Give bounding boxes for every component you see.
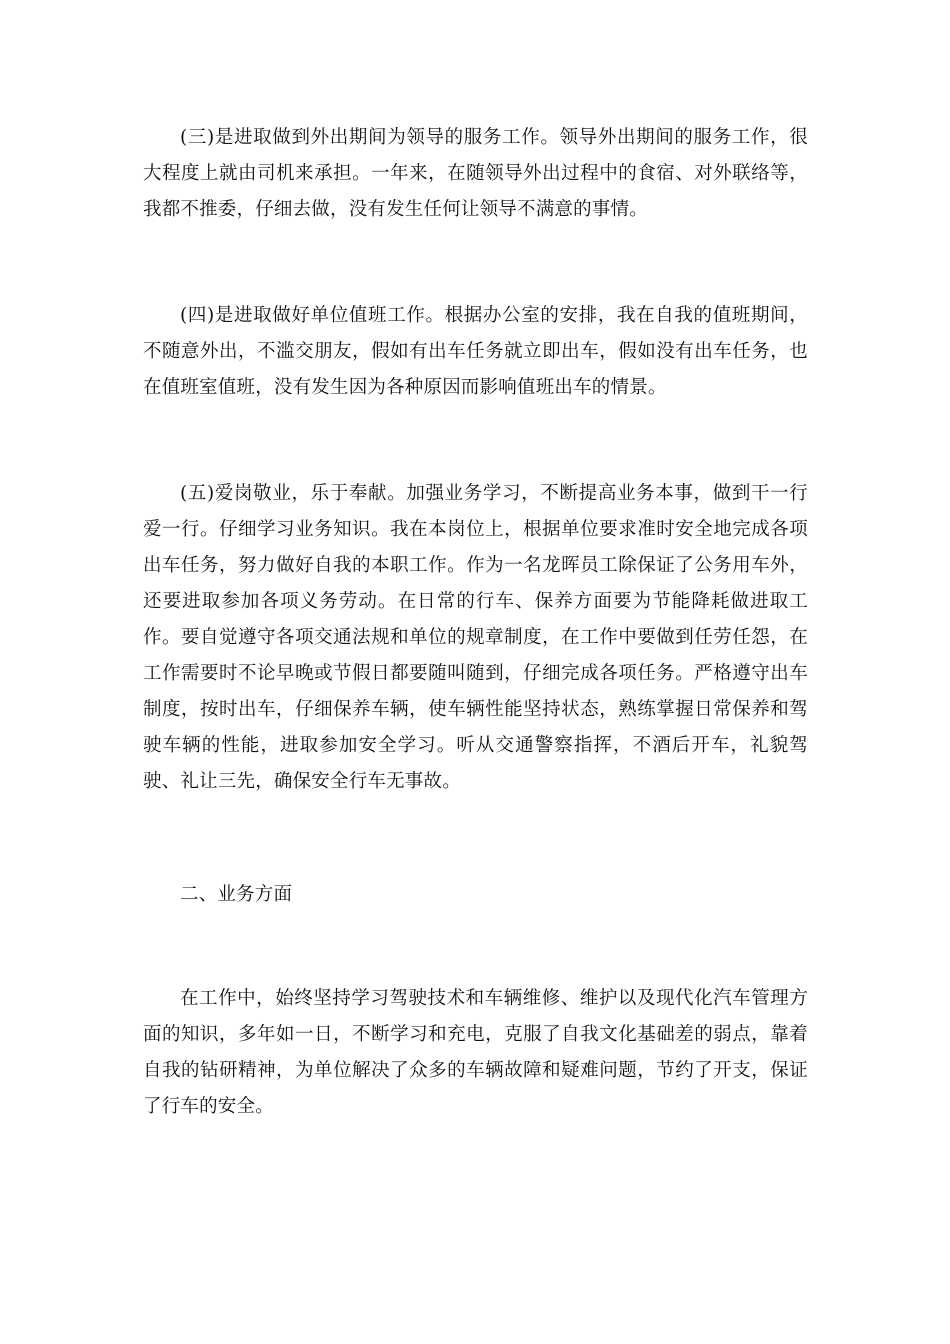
paragraph-dedication: (五)爱岗敬业，乐于奉献。加强业务学习，不断提高业务本事，做到干一行爱一行。仔细学习业务知识。我在本岗位上，根据单位要求准时安全地完成各项出车任务，努力做好自我的本职工作。作为一名龙晖员工除保证了公务用车外，还要进取参加各项义务劳动。在日常的行车、保养方面要为节能降耗做进取工作。要自觉遵守各项交通法规和单位的规章制度，在工作中要做到任劳任怨，在工作需要时不论早晚或节假日都要随叫随到，仔细完成各项任务。严格遵守出车制度，按时出车，仔细保养车辆，使车辆性能坚持状态，熟练掌握日常保养和驾驶车辆的性能，进取参加安全学习。听从交通警察指挥，不酒后开车，礼貌驾驶、礼让三先，确保安全行车无事故。 xyxy=(143,483,808,792)
paragraph-duty-shift: (四)是进取做好单位值班工作。根据办公室的安排，我在自我的值班期间，不随意外出，不滥交朋友，假如有出车任务就立即出车，假如没有出车任务，也在值班室值班，没有发生因为各种原因而影响值班出车的情景。 xyxy=(143,305,808,398)
section-heading-business: 二、业务方面 xyxy=(180,884,293,905)
paragraph-business-learning: 在工作中，始终坚持学习驾驶技术和车辆维修、维护以及现代化汽车管理方面的知识，多年如一日，不断学习和充电，克服了自我文化基础差的弱点，靠着自我的钻研精神，为单位解决了众多的车辆故障和疑难问题，节约了开支，保证了行车的安全。 xyxy=(143,988,808,1117)
paragraph-service-during-trips: (三)是进取做到外出期间为领导的服务工作。领导外出期间的服务工作，很大程度上就由司机来承担。一年来，在随领导外出过程中的食宿、对外联络等，我都不推委，仔细去做，没有发生任何让领导不满意的事情。 xyxy=(143,127,808,220)
